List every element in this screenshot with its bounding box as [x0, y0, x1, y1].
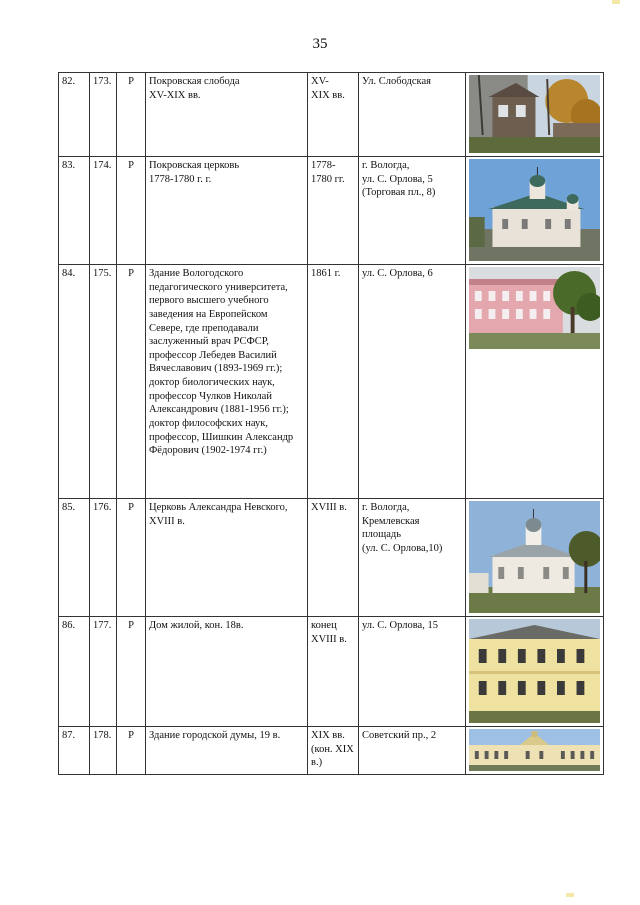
object-address: Ул. Слободская — [359, 73, 466, 157]
scan-mark — [612, 0, 620, 4]
category: Р — [117, 727, 146, 775]
object-address: ул. С. Орлова, 15 — [359, 617, 466, 727]
object-address: г. Вологда, ул. С. Орлова, 5 (Торговая пл., 8) — [359, 157, 466, 265]
object-name: Здание городской думы, 19 в. — [146, 727, 308, 775]
white-church-photo — [469, 501, 600, 613]
object-name: Покровская церковь 1778-1780 г. г. — [146, 157, 308, 265]
row-number: 83. — [59, 157, 90, 265]
row-number: 87. — [59, 727, 90, 775]
city-duma-photo — [469, 729, 600, 771]
registry-number: 174. — [90, 157, 117, 265]
object-date: 1861 г. — [308, 265, 359, 499]
object-date: XV- XIX вв. — [308, 73, 359, 157]
yellow-house-photo — [469, 619, 600, 723]
houses-trees-photo — [469, 75, 600, 153]
table-row — [59, 157, 604, 265]
category: Р — [117, 499, 146, 617]
church-photo — [469, 159, 600, 261]
row-number: 85. — [59, 499, 90, 617]
table-row — [59, 73, 604, 157]
registry-number: 177. — [90, 617, 117, 727]
object-date: XVIII в. — [308, 499, 359, 617]
category: Р — [117, 617, 146, 727]
object-date: 1778- 1780 гг. — [308, 157, 359, 265]
object-date: XIX вв. (кон. XIX в.) — [308, 727, 359, 775]
monuments-table — [58, 72, 604, 775]
object-name: Покровская слобода XV-XIX вв. — [146, 73, 308, 157]
table-row — [59, 265, 604, 499]
registry-number: 176. — [90, 499, 117, 617]
table-row — [59, 499, 604, 617]
object-address: Советский пр., 2 — [359, 727, 466, 775]
table-row — [59, 617, 604, 727]
page-number: 35 — [312, 36, 328, 52]
registry-number: 175. — [90, 265, 117, 499]
registry-number: 178. — [90, 727, 117, 775]
object-name: Здание Вологодского педагогического университета, первого высшего учебного заведения на Европейском Севере, где преподавали заслуженный врач РСФСР, профессор Лебедев Василий Вячеславович (1893-1969 гг.); доктор биологических наук, профессор Чулков Николай Александрович (1881-1956 гг.); доктор философских наук, профессор, Шишкин Александр Фёдорович (1902-1974 гг.) — [146, 265, 308, 499]
object-address: г. Вологда, Кремлевская площадь (ул. С. Орлова,10) — [359, 499, 466, 617]
category: Р — [117, 157, 146, 265]
scan-mark — [566, 893, 574, 897]
row-number: 86. — [59, 617, 90, 727]
table-row — [59, 727, 604, 775]
pink-building-photo — [469, 267, 600, 349]
object-address: ул. С. Орлова, 6 — [359, 265, 466, 499]
registry-number: 173. — [90, 73, 117, 157]
object-name: Дом жилой, кон. 18в. — [146, 617, 308, 727]
row-number: 84. — [59, 265, 90, 499]
category: Р — [117, 265, 146, 499]
category: Р — [117, 73, 146, 157]
row-number: 82. — [59, 73, 90, 157]
object-name: Церковь Александра Невского, XVIII в. — [146, 499, 308, 617]
object-date: конец XVIII в. — [308, 617, 359, 727]
